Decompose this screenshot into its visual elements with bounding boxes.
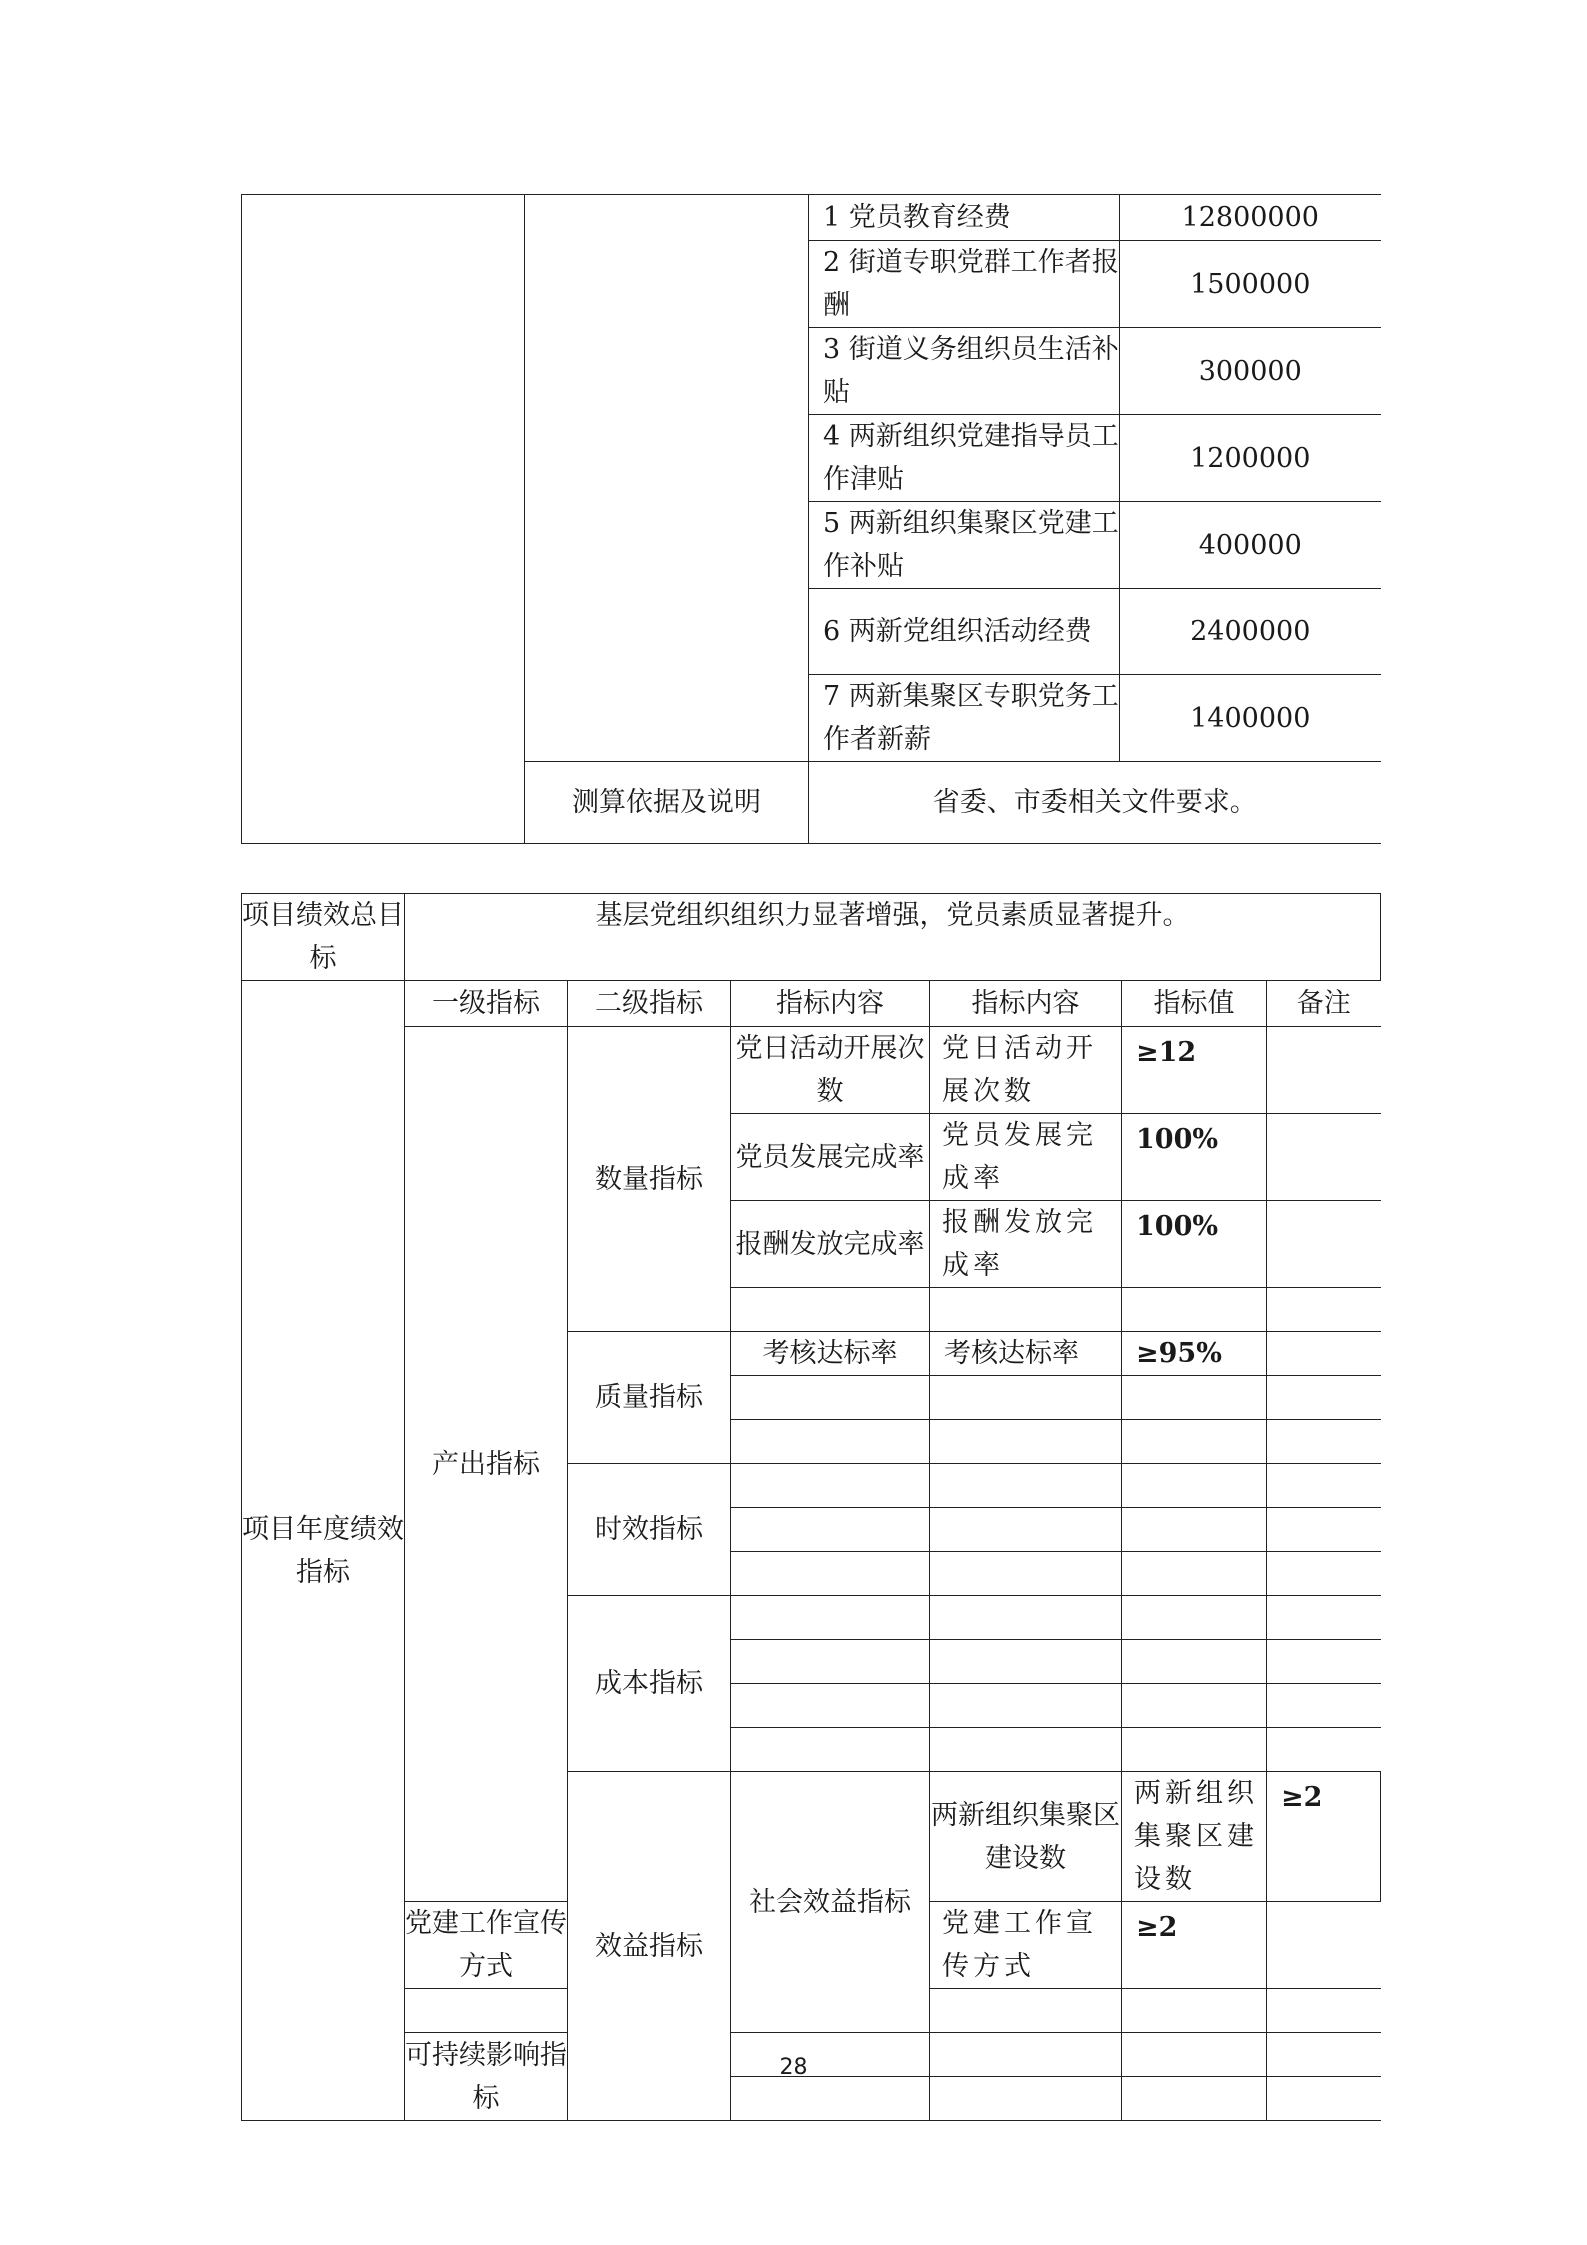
empty-cell [930,1684,1122,1728]
empty-cell [1267,1376,1381,1420]
empty-cell [1122,1464,1267,1508]
indicator-content: 党员发展完成率 [930,1114,1122,1201]
budget-item-name: 4 两新组织党建指导员工作津贴 [809,415,1120,502]
empty-cell [405,1989,568,2033]
empty-cell [1122,1288,1267,1332]
header-level2: 二级指标 [568,981,731,1027]
blank-cell [525,195,809,762]
header-content: 指标内容 [930,981,1122,1027]
empty-cell [731,1420,930,1464]
budget-table [241,194,1381,844]
remark-cell [1267,1332,1381,1376]
empty-cell [1267,1989,1381,2033]
indicator-content: 报酬发放完成率 [930,1201,1122,1288]
indicator-content: 党日活动开展次数 [731,1027,930,1114]
empty-cell [731,1464,930,1508]
header-remark: 备注 [1267,981,1381,1027]
level2-timeliness: 时效指标 [568,1464,731,1596]
remark-cell [1267,1902,1381,1989]
empty-cell [1122,1420,1267,1464]
empty-cell [930,1508,1122,1552]
empty-cell [731,1596,930,1640]
empty-cell [731,2077,930,2121]
empty-cell [930,2077,1122,2121]
annual-label: 项目年度绩效指标 [242,981,405,2121]
empty-cell [1122,1728,1267,1772]
empty-cell [1122,1552,1267,1596]
level1-output: 产出指标 [405,1027,568,1902]
budget-item-name: 7 两新集聚区专职党务工作者新薪 [809,675,1120,762]
budget-item-name: 2 街道专职党群工作者报酬 [809,241,1120,328]
budget-item-name: 5 两新组织集聚区党建工作补贴 [809,502,1120,589]
performance-table [241,893,1381,2121]
remark-cell [1267,1201,1381,1288]
budget-item-name: 3 街道义务组织员生活补贴 [809,328,1120,415]
budget-item-amount: 1200000 [1120,415,1381,502]
budget-item-amount: 400000 [1120,502,1381,589]
level2-quantity: 数量指标 [568,1027,731,1332]
empty-cell [1122,2077,1267,2121]
goal-label: 项目绩效总目标 [242,894,405,981]
indicator-content: 党日活动开展次数 [930,1027,1122,1114]
empty-cell [1267,1464,1381,1508]
basis-label: 测算依据及说明 [525,762,809,844]
empty-cell [930,1989,1122,2033]
empty-cell [1267,2077,1381,2121]
empty-cell [930,1640,1122,1684]
empty-cell [930,1728,1122,1772]
page-number: 28 [779,2055,808,2080]
budget-item-name: 6 两新党组织活动经费 [809,589,1120,675]
empty-cell [930,1596,1122,1640]
empty-cell [731,1728,930,1772]
empty-cell [1267,1684,1381,1728]
empty-cell [1122,1508,1267,1552]
level2-social: 社会效益指标 [731,1772,930,2033]
indicator-value: ≥2 [1122,1902,1267,1989]
budget-item-name: 1 党员教育经费 [809,195,1120,241]
level1-benefit: 效益指标 [568,1772,731,2121]
empty-cell [930,1420,1122,1464]
indicator-content: 党员发展完成率 [731,1114,930,1201]
empty-cell [1267,1596,1381,1640]
indicator-content: 党建工作宣传方式 [405,1902,568,1989]
empty-cell [731,1508,930,1552]
empty-cell [930,1464,1122,1508]
indicator-value: ≥12 [1122,1027,1267,1114]
budget-item-amount: 1400000 [1120,675,1381,762]
empty-cell [731,1552,930,1596]
blank-cell [242,195,525,844]
indicator-value: 100% [1122,1114,1267,1201]
indicator-content: 考核达标率 [930,1332,1122,1376]
budget-item-amount: 1500000 [1120,241,1381,328]
empty-cell [1267,1508,1381,1552]
remark-cell [1267,1027,1381,1114]
level2-quality: 质量指标 [568,1332,731,1464]
empty-cell [1267,1420,1381,1464]
level2-sustainable: 可持续影响指标 [405,2033,568,2121]
empty-cell [731,1288,930,1332]
empty-cell [1267,1552,1381,1596]
basis-text: 省委、市委相关文件要求。 [809,762,1381,844]
indicator-value: 100% [1122,1201,1267,1288]
empty-cell [731,1684,930,1728]
empty-cell [1122,1596,1267,1640]
empty-cell [1122,1989,1267,2033]
empty-cell [731,1376,930,1420]
indicator-content: 党建工作宣传方式 [930,1902,1122,1989]
empty-cell [1267,1640,1381,1684]
empty-cell [1122,1684,1267,1728]
empty-cell [1267,1288,1381,1332]
indicator-value: ≥95% [1122,1332,1267,1376]
header-content: 指标内容 [731,981,930,1027]
remark-cell [1267,1114,1381,1201]
budget-item-amount: 12800000 [1120,195,1381,241]
level2-cost: 成本指标 [568,1596,731,1772]
indicator-content: 考核达标率 [731,1332,930,1376]
indicator-value: ≥2 [1267,1772,1381,1902]
empty-cell [930,1552,1122,1596]
budget-item-amount: 300000 [1120,328,1381,415]
empty-cell [930,1288,1122,1332]
indicator-content: 报酬发放完成率 [731,1201,930,1288]
empty-cell [1267,1728,1381,1772]
empty-cell [731,1640,930,1684]
budget-item-amount: 2400000 [1120,589,1381,675]
indicator-content: 两新组织集聚区建设数 [930,1772,1122,1902]
empty-cell [930,1376,1122,1420]
empty-cell [1122,1640,1267,1684]
empty-cell [1122,1376,1267,1420]
header-value: 指标值 [1122,981,1267,1027]
indicator-content: 两新组织集聚区建设数 [1122,1772,1267,1902]
header-level1: 一级指标 [405,981,568,1027]
goal-text: 基层党组织组织力显著增强，党员素质显著提升。 [405,894,1381,981]
